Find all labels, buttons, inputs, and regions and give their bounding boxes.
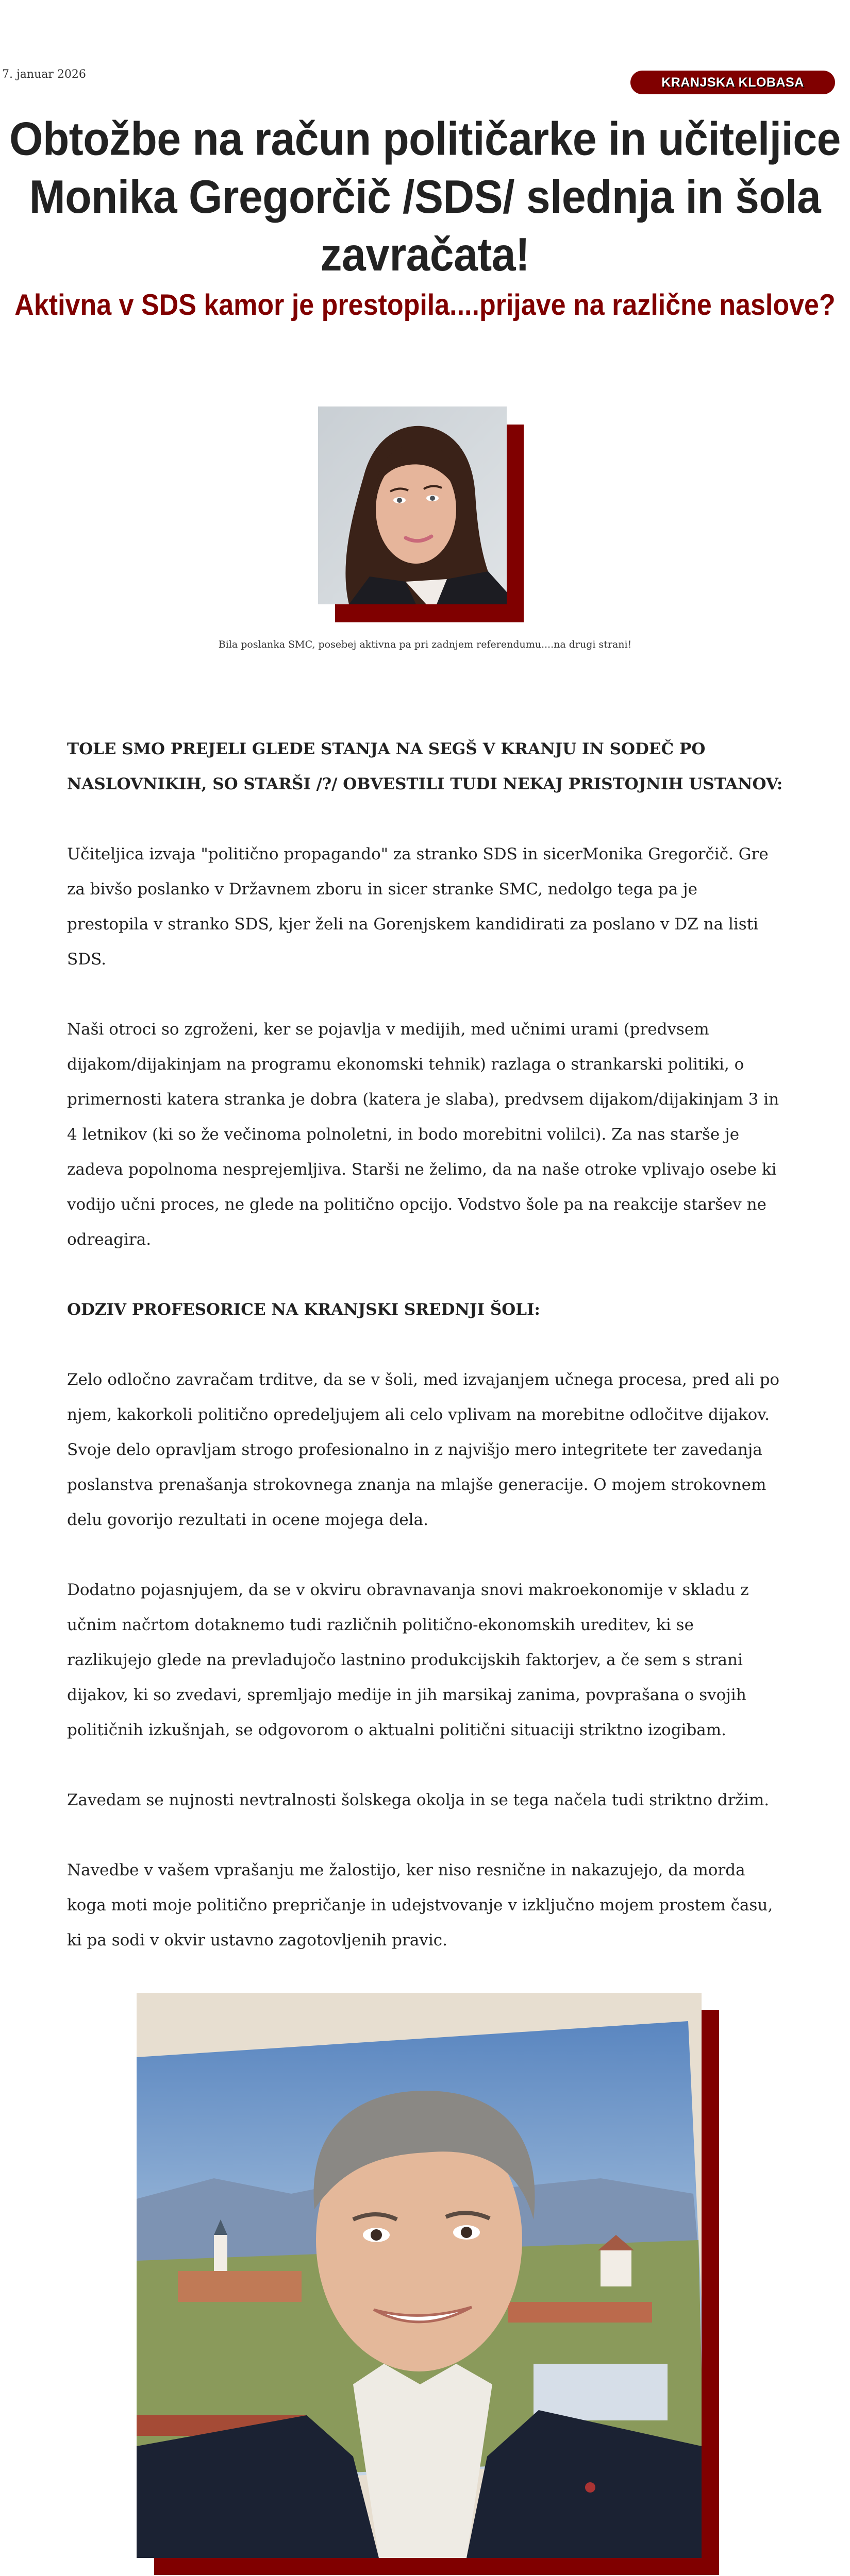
response-heading: ODZIV PROFESORICE NA KRANJSKI SREDNJI ŠOLI: [67, 1300, 540, 1319]
paragraph: Zelo odločno zavračam trditve, da se v šoli, med izvajanjem učnega procesa, pred ali po njem, kakorkoli politično opredeljujem ali celo vplivam na morebitne odločitve dijakov. Svoje delo opravljam strogo profesionalno in z najvišjo mero integritete ter zavedanja poslanstva prenašanja strokovnega znanja na mlajše generacije. O mojem strokovnem delu govorijo rezultati in ocene mojega dela. [67, 1370, 780, 1529]
intro-heading: TOLE SMO PREJELI GLEDE STANJA NA SEGŠ V KRANJU IN SODEČ PO NASLOVNIKIH, SO STARŠI /?/ OBVESTILI TUDI NEKAJ PRISTOJNIH USTANOV: [67, 740, 783, 793]
portrait-figure-2 [137, 1993, 702, 2558]
category-badge[interactable]: KRANJSKA KLOBASA [630, 71, 835, 94]
figure-caption: Bila poslanka SMC, posebej aktivna pa pri zadnjem referendumu....na drugi strani! [218, 639, 632, 650]
paragraph: Naši otroci so zgroženi, ker se pojavlja v medijih, med učnimi urami (predvsem dijakom/dijakinjam na programu ekonomski tehnik) razlaga o strankarski politiki, o primernosti katera stranka je dobra (katera je slaba), predvsem dijakom/dijakinjam 3 in 4 letnikov (ki so že večinoma polnoletni, in bodo morebitni volilci). Za nas starše je zadeva popolnoma nesprejemljiva. Starši ne želimo, da na naše otroke vplivajo osebe ki vodijo učni proces, ne glede na politično opcijo. Vodstvo šole pa na reakcije staršev ne odreagira. [67, 1020, 779, 1249]
article-meta [0, 0, 850, 103]
paragraph: Navedbe v vašem vprašanju me žalostijo, ker niso resnične in nakazujejo, da morda koga moti moje politično prepričanje in udejstvovanje v izključno mojem prostem času, ki pa sodi v okvir ustavno zagotovljenih pravic. [67, 1861, 773, 1950]
paragraph: Zavedam se nujnosti nevtralnosti šolskega okolja in se tega načela tudi striktno držim. [67, 1791, 770, 1809]
portrait-image-icon [318, 406, 507, 604]
publish-date: 7. januar 2026 [2, 68, 86, 81]
paragraph: Dodatno pojasnjujem, da se v okviru obravnavanja snovi makroekonomije v skladu z učnim načrtom dotaknemo tudi različnih politično-ekonomskih ureditev, ki se razlikujejo glede na prevladujočo lastnino produkcijskih faktorjev, a če sem s strani dijakov, ki so zvedavi, spremljajo medije in jih marsikaj zanima, povprašana o svojih političnih izkušnjah, se odgovorom o aktualni politični situaciji striktno izogibam. [67, 1581, 749, 1739]
portrait-photo-miha-povsic [137, 1993, 702, 2558]
article-title: Obtožbe na račun političarke in učiteljice Monika Gregorčič /SDS/ slednja in šola zavračata! [9, 112, 841, 281]
article-body [67, 732, 784, 2576]
portrait-image-icon [137, 1993, 702, 2558]
article-subtitle: Aktivna v SDS kamor je prestopila....prijave na različne naslove? [14, 289, 836, 322]
paragraph: Učiteljica izvaja "politično propagando" za stranko SDS in sicerMonika Gregorčič. Gre za bivšo poslanko v Državnem zboru in sicer stranke SMC, nedolgo tega pa je prestopila v stranko SDS, kjer želi na Gorenjskem kandidirati za poslano v DZ na listi SDS. [67, 845, 769, 969]
portrait-photo-monika-gregorcic [318, 406, 507, 604]
portrait-figure-1 [318, 406, 507, 604]
